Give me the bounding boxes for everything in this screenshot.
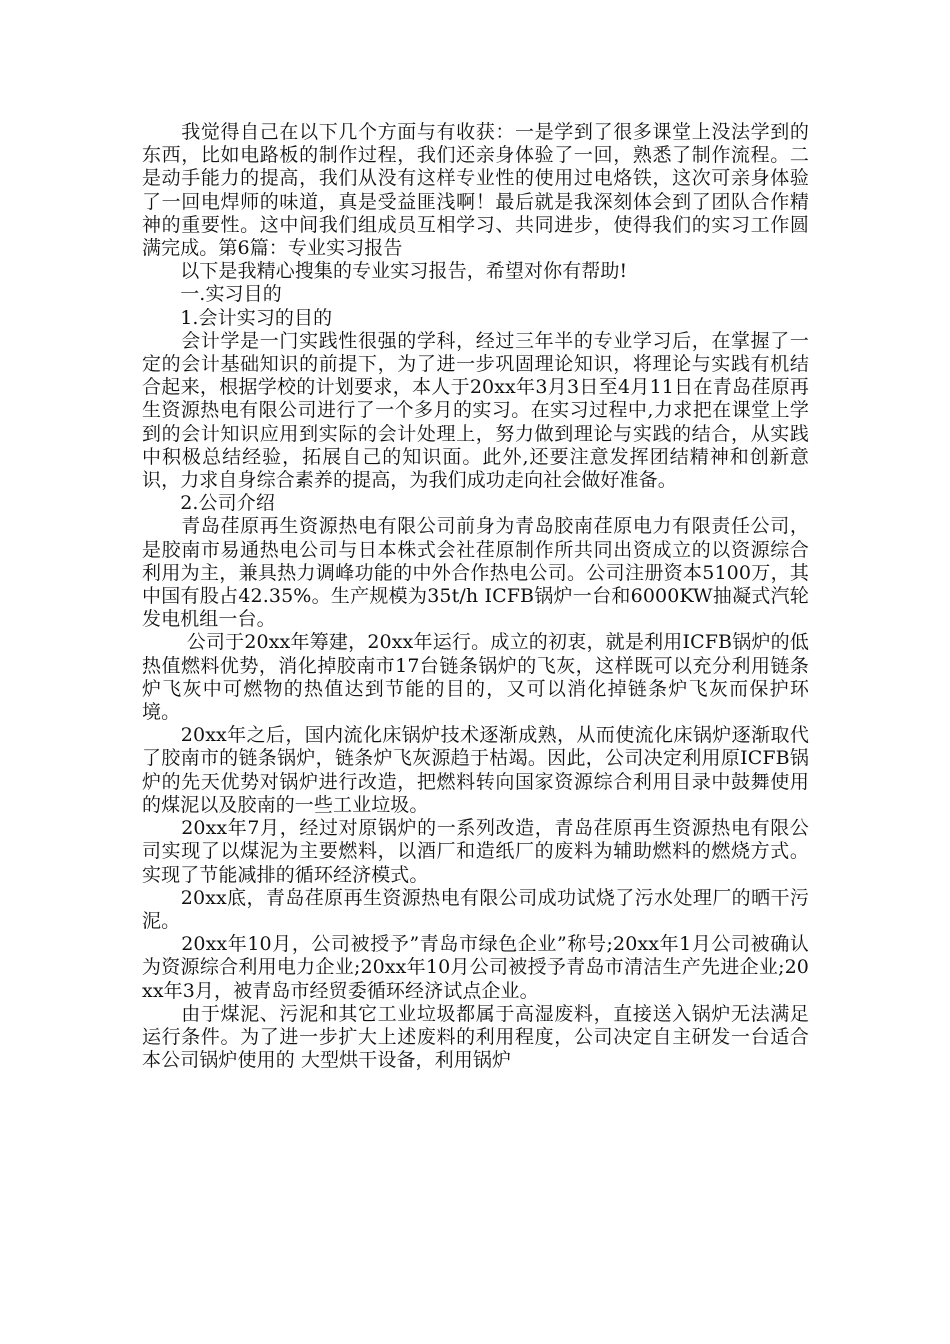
paragraph-company-founding: 公司于20xx年筹建，20xx年运行。成立的初衷，就是利用ICFB锅炉的低热值燃料优势，消化掉胶南市17台链条锅炉的飞灰，这样既可以充分利用链条炉飞灰中可燃物的热值达到节能的目的，又可以消化掉链条炉飞灰而保护环境。: [142, 631, 809, 724]
paragraph-reflection: 我觉得自己在以下几个方面与有收获：一是学到了很多课堂上没法学到的东西，比如电路板的制作过程，我们还亲身体验了一回，熟悉了制作流程。二是动手能力的提高，我们从没有这样专业性的使用过电烙铁，这次可亲身体验了一回电焊师的味道，真是受益匪浅啊！最后就是我深刻体会到了团队合作精神的重要性。这中间我们组成员互相学习、共同进步，使得我们的实习工作圆满完成。第6篇：专业实习报告: [142, 121, 809, 260]
subsection-heading-company-intro: 2.公司介绍: [142, 492, 275, 515]
paragraph-boiler-transition: 20xx年之后，国内流化床锅炉技术逐渐成熟，从而使流化床锅炉逐渐取代了胶南市的链条锅炉，链条炉飞灰源趋于枯竭。因此，公司决定利用原ICFB锅炉的先天优势对锅炉进行改造，把燃料转向国家资源综合利用目录中鼓舞使用的煤泥以及胶南的一些工业垃圾。: [142, 724, 809, 816]
subsection-heading-accounting-purpose: 1.会计实习的目的: [142, 306, 333, 329]
paragraph-accounting-purpose: 会计学是一门实践性很强的学科，经过三年半的专业学习后，在掌握了一定的会计基础知识的前提下，为了进一步巩固理论知识，将理论与实践有机结合起来，根据学校的计划要求，本人于20xx年3月3日至4月11日在青岛荏原再生资源热电有限公司进行了一个多月的实习。在实习过程中,力求把在课堂上学到的会计知识应用到实际的会计处理上，努力做到理论与实践的结合，从实践中积极总结经验，拓展自己的知识面。此外,还要注意发挥团结精神和创新意识，力求自身综合素养的提高，为我们成功走向社会做好准备。: [142, 329, 809, 492]
document-body: [142, 121, 809, 1072]
paragraph-sludge-trial: 20xx底，青岛荏原再生资源热电有限公司成功试烧了污水处理厂的晒干污泥。: [142, 886, 809, 932]
paragraph-boiler-modification: 20xx年7月，经过对原锅炉的一系列改造，青岛荏原再生资源热电有限公司实现了以煤泥为主要燃料，以酒厂和造纸厂的废料为辅助燃料的燃烧方式。实现了节能减排的循环经济模式。: [142, 817, 809, 886]
paragraph-company-background: 青岛荏原再生资源热电有限公司前身为青岛胶南荏原电力有限责任公司，是胶南市易通热电公司与日本株式会社荏原制作所共同出资成立的以资源综合利用为主，兼具热力调峰功能的中外合作热电公司。公司注册资本5100万，其中国有股占42.35%。生产规模为35t/h ICFB锅炉一台和6000KW抽凝式汽轮发电机组一台。: [142, 515, 809, 631]
section-heading-internship-purpose: 一.实习目的: [142, 283, 282, 306]
paragraph-drying-equipment: 由于煤泥、污泥和其它工业垃圾都属于高湿废料，直接送入锅炉无法满足运行条件。为了进一步扩大上述废料的利用程度，公司决定自主研发一台适合本公司锅炉使用的 大型烘干设备，利用锅炉: [142, 1002, 809, 1072]
paragraph-awards: 20xx年10月，公司被授予”青岛市绿色企业”称号;20xx年1月公司被确认为资源综合利用电力企业;20xx年10月公司被授予青岛市清洁生产先进企业;20xx年3月，被青岛市经贸委循环经济试点企业。: [142, 933, 809, 1002]
paragraph-intro: 以下是我精心搜集的专业实习报告，希望对你有帮助!: [142, 260, 628, 283]
